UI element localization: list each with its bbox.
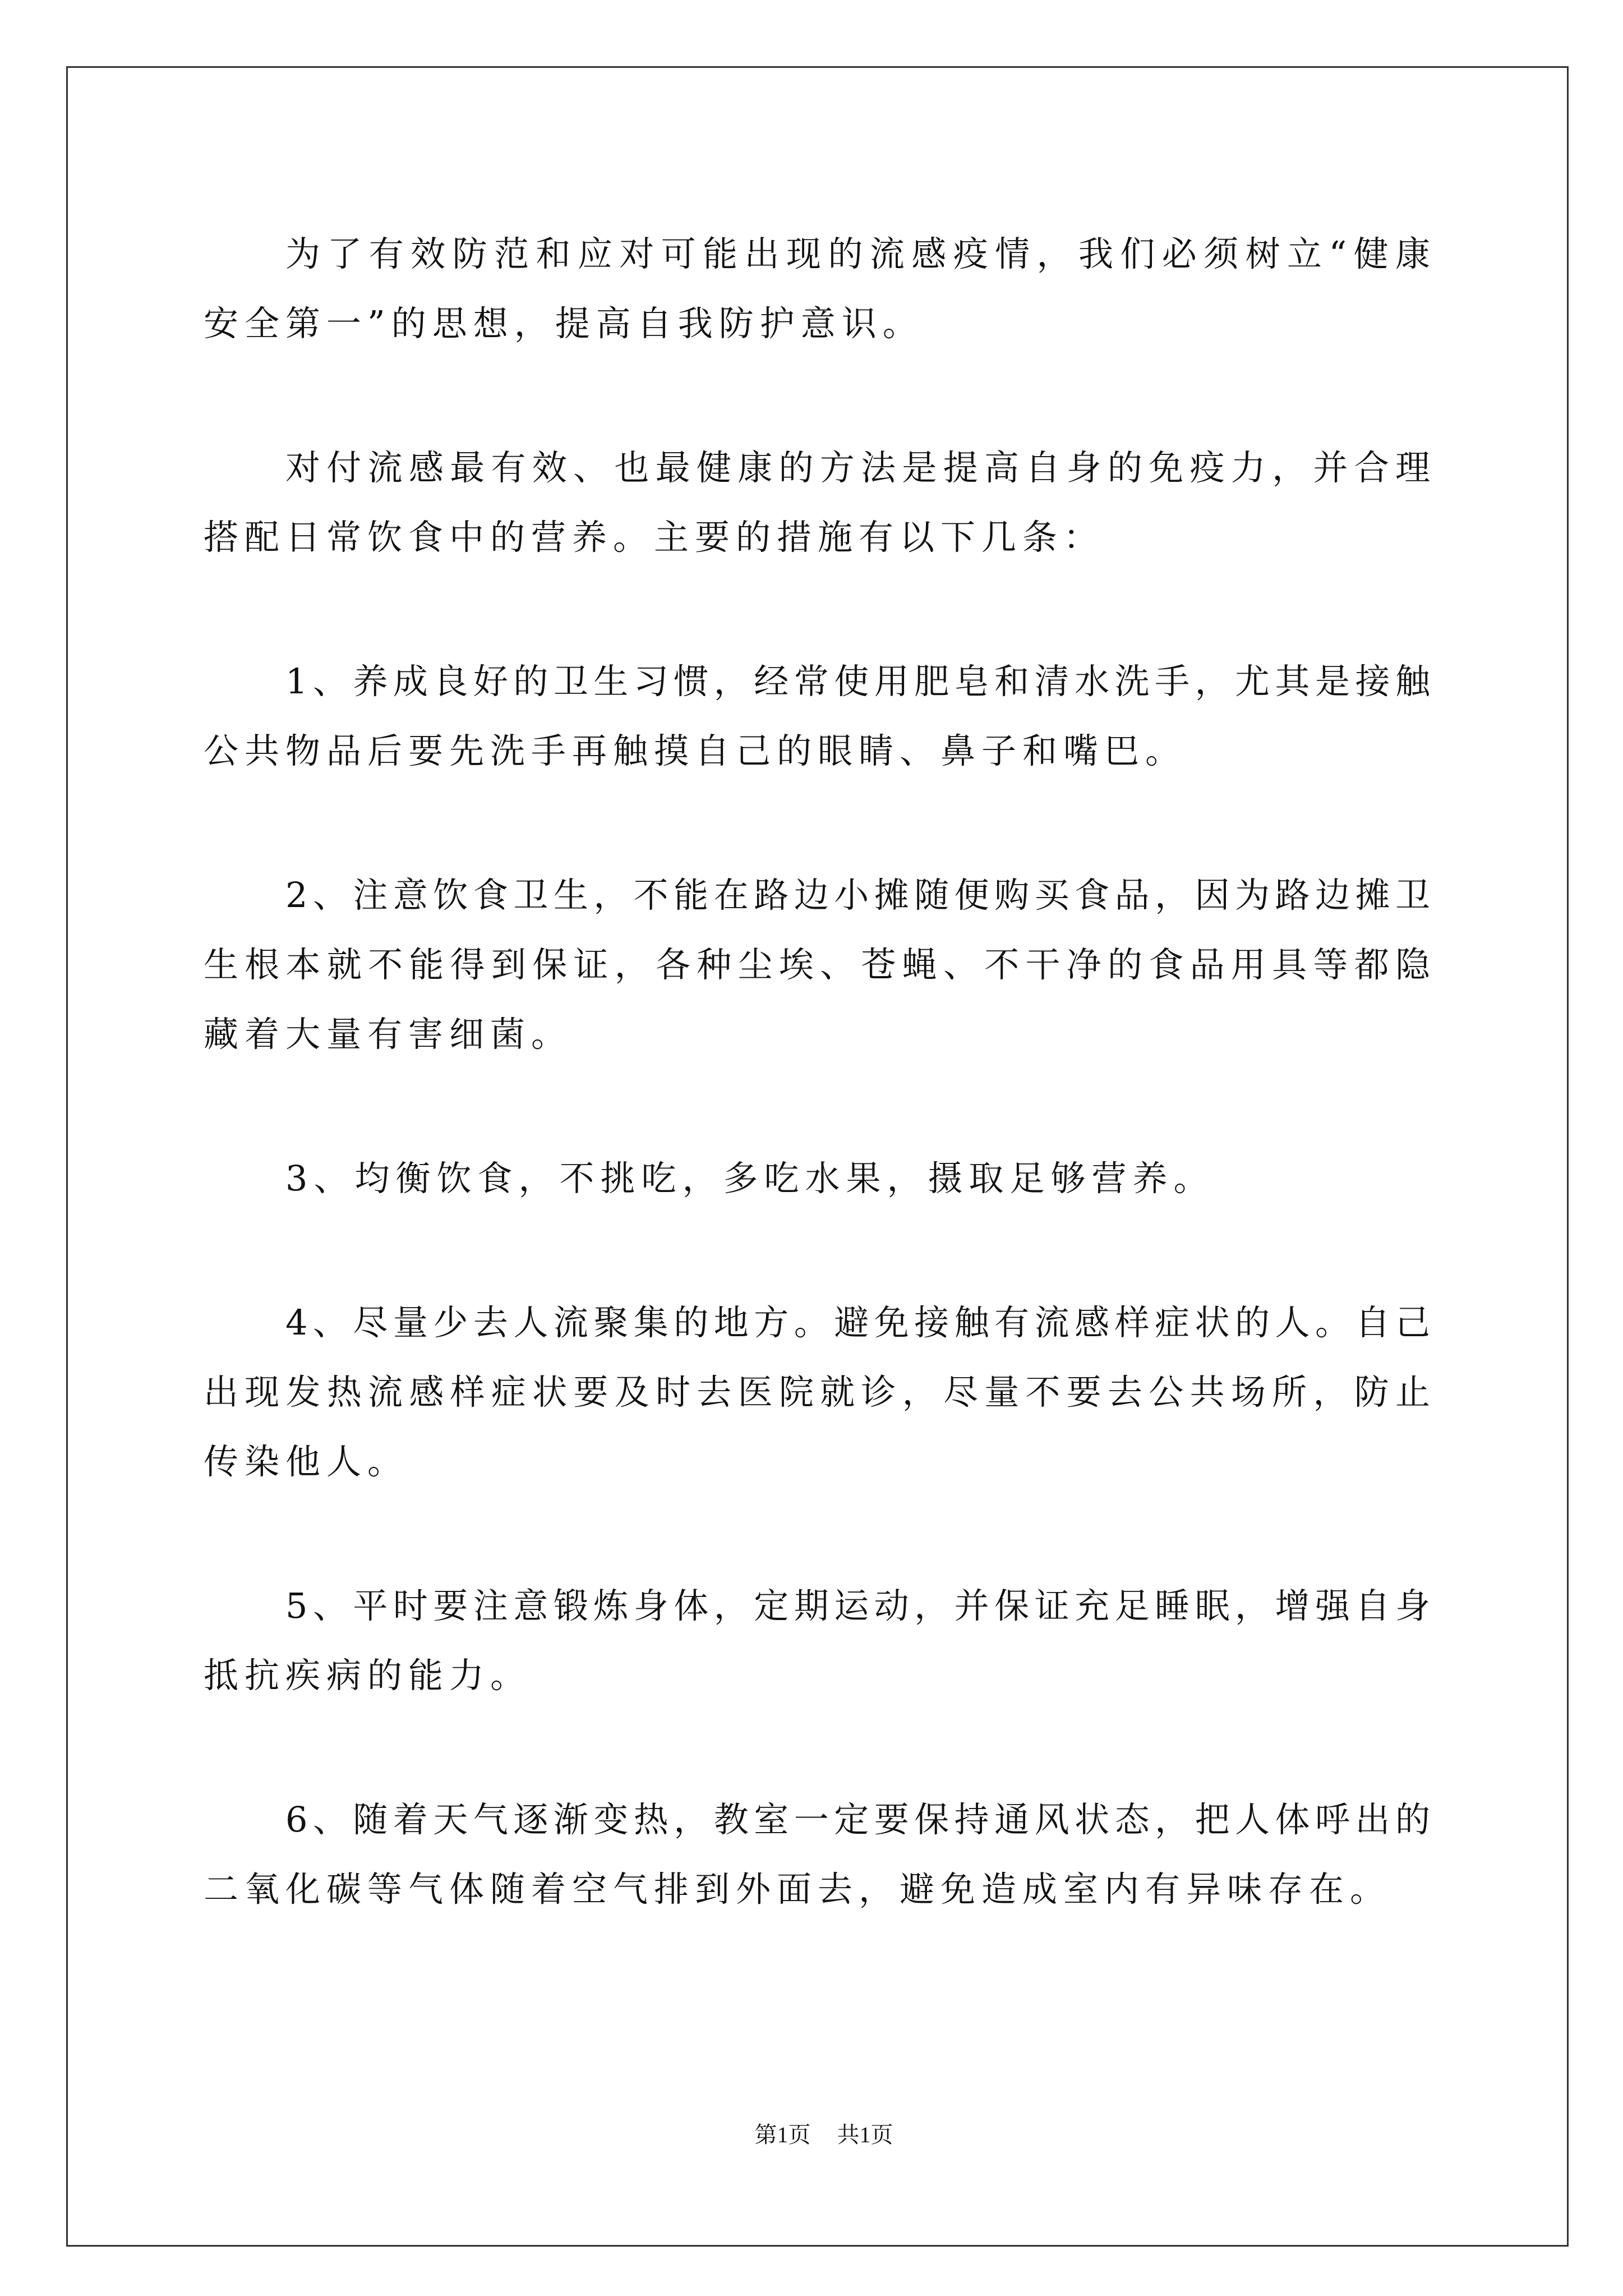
text-line: 生根本就不能得到保证，各种尘埃、苍蝇、不干净的食品用具等都隐 (204, 944, 1435, 985)
document-body (204, 219, 1435, 1924)
text-line: 藏着大量有害细菌。 (204, 1014, 573, 1055)
text-line: 对付流感最有效、也最健康的方法是提高自身的免疫力，并合理 (285, 447, 1435, 488)
text-line: 6、随着天气逐渐变热，教室一定要保持通风状态，把人体呼出的 (285, 1799, 1435, 1840)
text-line: 为了有效防范和应对可能出现的流感疫情，我们必须树立“健康 (285, 233, 1435, 274)
text-line: 1、养成良好的卫生习惯，经常使用肥皂和清水洗手，尤其是接触 (285, 661, 1435, 702)
page-total: 共1页 (837, 2122, 893, 2147)
text-line: 搭配日常饮食中的营养。主要的措施有以下几条： (204, 517, 1105, 558)
text-line: 2、注意饮食卫生，不能在路边小摊随便购买食品，因为路边摊卫 (285, 875, 1435, 915)
text-line: 4、尽量少去人流聚集的地方。避免接触有流感样症状的人。自己 (285, 1302, 1435, 1343)
text-line: 5、平时要注意锻炼身体，定期运动，并保证充足睡眠，增强自身 (285, 1585, 1435, 1626)
text-line: 3、均衡饮食，不挑吃，多吃水果，摄取足够营养。 (285, 1158, 1215, 1199)
paragraph-item-1 (204, 647, 1435, 786)
paragraph-intro (204, 219, 1435, 358)
text-line: 出现发热流感样症状要及时去医院就诊，尽量不要去公共场所，防止 (204, 1372, 1435, 1412)
paragraph-item-5 (204, 1571, 1435, 1710)
paragraph-item-2 (204, 861, 1435, 1069)
paragraph-measures-intro (204, 433, 1435, 572)
page-number: 第1页 (754, 2122, 811, 2147)
paragraph-item-3 (204, 1144, 1435, 1213)
text-line: 安全第一”的思想，提高自我防护意识。 (204, 303, 924, 344)
text-line: 公共物品后要先洗手再触摸自己的眼睛、鼻子和嘴巴。 (204, 730, 1187, 771)
text-line: 二氧化碳等气体随着空气排到外面去，避免造成室内有异味存在。 (204, 1869, 1391, 1910)
paragraph-item-6 (204, 1785, 1435, 1924)
paragraph-item-4 (204, 1288, 1435, 1497)
text-line: 传染他人。 (204, 1441, 409, 1482)
text-line: 抵抗疾病的能力。 (204, 1655, 532, 1696)
page-footer (12, 2121, 1623, 2149)
